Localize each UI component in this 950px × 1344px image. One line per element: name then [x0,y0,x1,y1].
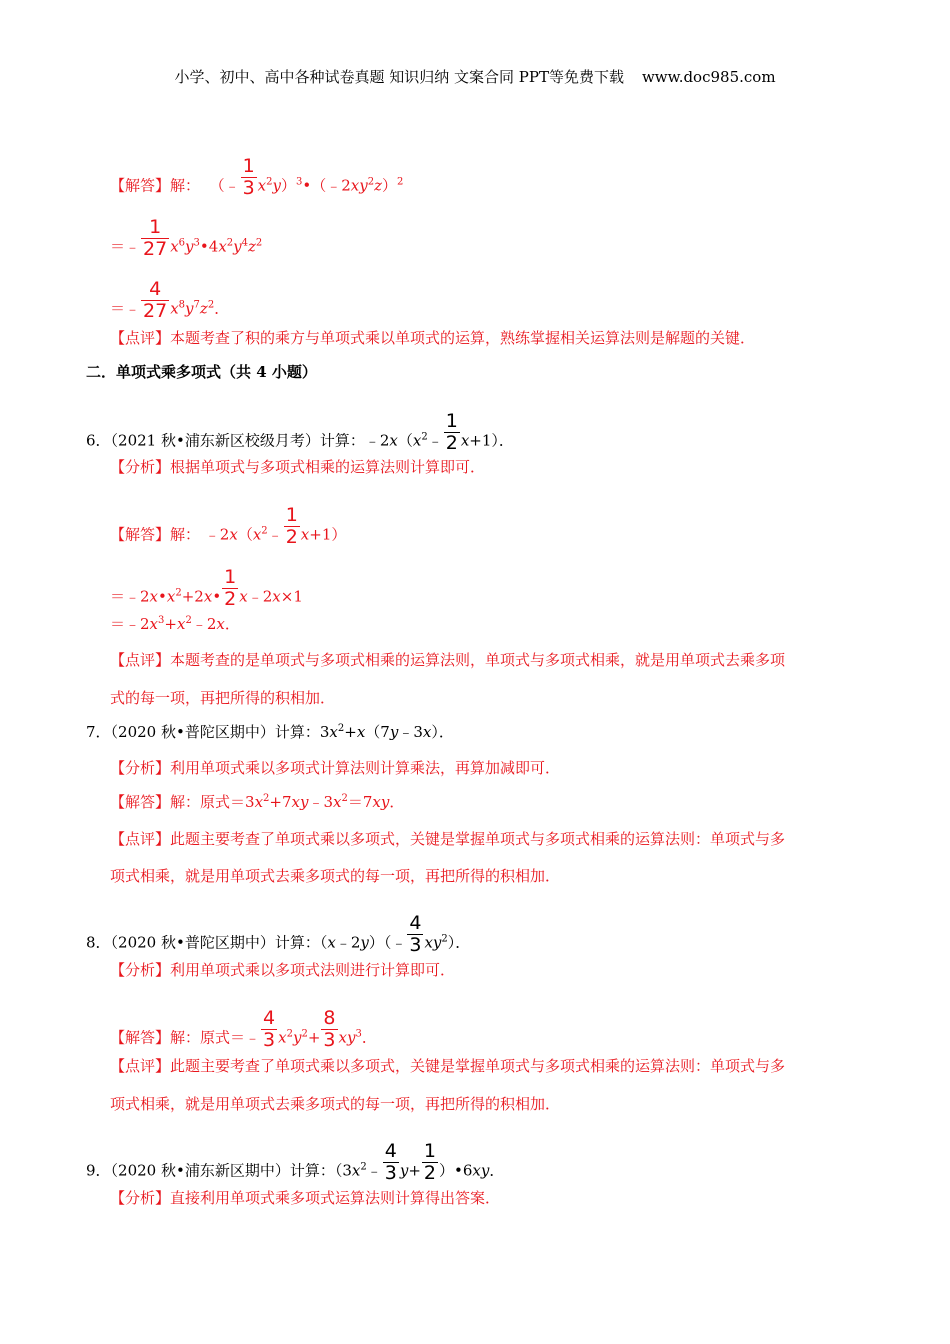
fraction: $\frac{1}{2}$ [285,504,298,548]
q5-answer-line: 【解答】解： （﹣ $\frac{1}{3}$ $x^2y)^3•(﹣2xy^2z)^2$ [110,155,404,199]
header-text: 小学、初中、高中各种试卷真题 知识归纳 文案合同 PPT等免费下载 [174,68,624,86]
q7-comment: 【点评】此题主要考查了单项式乘以多项式，关键是掌握单项式与多项式相乘的运算法则：单项式与多 [110,830,786,848]
fraction: $\frac{4}{3}$ [409,912,422,956]
q6-answer: 【解答】解： $﹣2x(x^2﹣$ $\frac{1}{2}$ x+1） [110,504,347,548]
q8-analysis: 【分析】利用单项式乘以多项式法则进行计算即可． [110,961,456,979]
page-header [0,66,950,87]
q8-question: 8．（2020 秋•普陀区期中）计算：（x﹣2y）（﹣ $\frac{4}{3}$ $xy^2$）． [86,912,471,956]
q8-comment: 【点评】此题主要考查了单项式乘以多项式，关键是掌握单项式与多项式相乘的运算法则：单项式与多 [110,1057,786,1075]
fraction: $\frac{1}{2}$ [445,410,458,454]
q5-step2: ＝﹣ $\frac{4}{27}$ $x^8y^7z^2$． [110,278,230,322]
fraction: $\frac{1}{2}$ [423,1140,436,1184]
comment-tag: 【点评】 [110,329,171,347]
q6-comment-cont: 式的每一项，再把所得的积相加． [110,689,336,707]
fraction: $\frac{4}{27}$ [143,278,168,322]
q5-solve: 解： [170,176,201,195]
q6-analysis: 【分析】根据单项式与多项式相乘的运算法则计算即可． [110,458,486,476]
fraction: $\frac{1}{27}$ [143,216,168,260]
section-title: 二．单项式乘多项式（共 4 小题） [86,363,317,381]
answer-tag: 【解答】 [110,176,171,195]
q7-answer: 【解答】解：原式$=3x^2+7xy﹣3x^2=7xy$． [110,793,405,811]
q6-step1: $=﹣2x•x^2+2x•$ $\frac{1}{2}$ x﹣2x×1 [110,566,303,610]
header-url: www.doc985.com [641,68,776,86]
fraction: $\frac{1}{2}$ [224,566,237,610]
fraction: $\frac{4}{3}$ [263,1007,276,1051]
q5-comment: 【点评】本题考查了积的乘方与单项式乘以单项式的运算，熟练掌握相关运算法则是解题的关键． [110,329,756,347]
q9-analysis: 【分析】直接利用单项式乘多项式运算法则计算得出答案． [110,1189,501,1207]
q6-step2: $=﹣2x^3+x^2﹣2x$． [110,615,240,633]
q6-question: 6．（2021 秋•浦东新区校级月考）计算：$﹣2x(x^2﹣$ $\frac{1}{2}$ x+1）． [86,410,514,454]
q9-question: 9．（2020 秋•浦东新区期中）计算：（$3x^2﹣$ $\frac{4}{3}$ y+ $\frac{1}{2}$ ）•6xy． [86,1140,505,1184]
q6-comment: 【点评】本题考查的是单项式与多项式相乘的运算法则，单项式与多项式相乘，就是用单项式去乘多项 [110,651,786,669]
q8-comment-cont: 项式相乘，就是用单项式去乘多项式的每一项，再把所得的积相加． [110,1095,561,1113]
q5-step1: ＝﹣ $\frac{1}{27}$ $x^6y^3•4x^2y^4z^2$ [110,216,263,260]
fraction: $\frac{8}{3}$ [323,1007,336,1051]
fraction: $\frac{1}{3}$ [242,155,255,199]
q7-analysis: 【分析】利用单项式乘以多项式计算法则计算乘法，再算加减即可． [110,759,561,777]
q7-comment-cont: 项式相乘，就是用单项式去乘多项式的每一项，再把所得的积相加． [110,867,561,885]
fraction: $\frac{4}{3}$ [384,1140,397,1184]
q8-answer: 【解答】解：原式＝﹣ $\frac{4}{3}$ $x^2y^2+$ $\frac{8}{3}$ $xy^3$． [110,1007,377,1051]
q7-question: 7．（2020 秋•普陀区期中）计算：$3x^2+x(7y﹣3x)$． [86,723,454,741]
